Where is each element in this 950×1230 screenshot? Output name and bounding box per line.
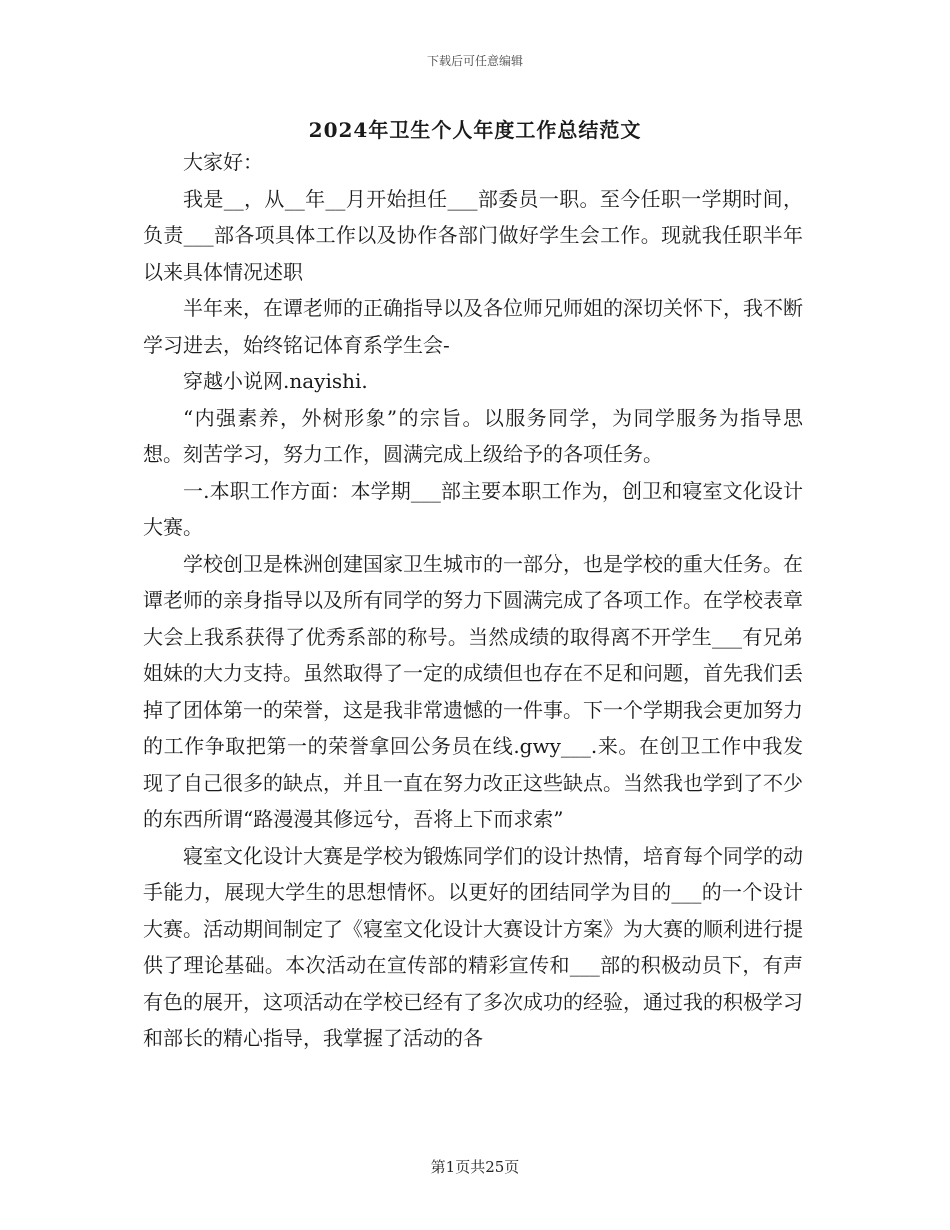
document-title: 2024年卫生个人年度工作总结范文: [308, 118, 642, 142]
document-body: [143, 144, 803, 1057]
section-heading-paragraph: 一.本职工作方面：本学期___部主要本职工作为，创卫和寝室文化设计大赛。: [143, 478, 803, 539]
body-paragraph: “内强素养，外树形象”的宗旨。以服务同学，为同学服务为指导思想。刻苦学习，努力工作，圆满完成上级给予的各项任务。: [143, 405, 803, 466]
intro-paragraph: 我是__，从__年__月开始担任___部委员一职。至今任职一学期时间，负责___部各项具体工作以及协作各部门做好学生会工作。现就我任职半年以来具体情况述职: [143, 186, 803, 284]
body-paragraph: 穿越小说网.nayishi.: [183, 369, 368, 393]
greeting-paragraph: 大家好：: [183, 150, 263, 174]
body-paragraph: 半年来，在谭老师的正确指导以及各位师兄师姐的深切关怀下，我不断学习进去，始终铭记体育系学生会-: [143, 296, 803, 357]
body-paragraph: 寝室文化设计大赛是学校为锻炼同学们的设计热情，培育每个同学的动手能力，展现大学生的思想情怀。以更好的团结同学为目的___的一个设计大赛。活动期间制定了《寝室文化设计大赛设计方案》为大赛的顺利进行提供了理论基础。本次活动在宣传部的精彩宣传和___部的积极动员下，有声有色的展开，这项活动在学校已经有了多次成功的经验，通过我的积极学习和部长的精心指导，我掌握了活动的各: [143, 843, 803, 1050]
page-footer: 第1页共25页: [430, 1158, 520, 1176]
header-note: 下载后可任意编辑: [426, 54, 523, 68]
body-paragraph: 学校创卫是株洲创建国家卫生城市的一部分，也是学校的重大任务。在谭老师的亲身指导以及所有同学的努力下圆满完成了各项工作。在学校表章大会上我系获得了优秀系部的称号。当然成绩的取得离不开学生___有兄弟姐妹的大力支持。虽然取得了一定的成绩但也存在不足和问题，首先我们丢掉了团体第一的荣誉，这是我非常遗憾的一件事。下一个学期我会更加努力的工作争取把第一的荣誉拿回公务员在线.gwy___.来。在创卫工作中我发现了自己很多的缺点，并且一直在努力改正这些缺点。当然我也学到了不少的东西所谓“路漫漫其修远兮，吾将上下而求索”: [143, 551, 803, 831]
